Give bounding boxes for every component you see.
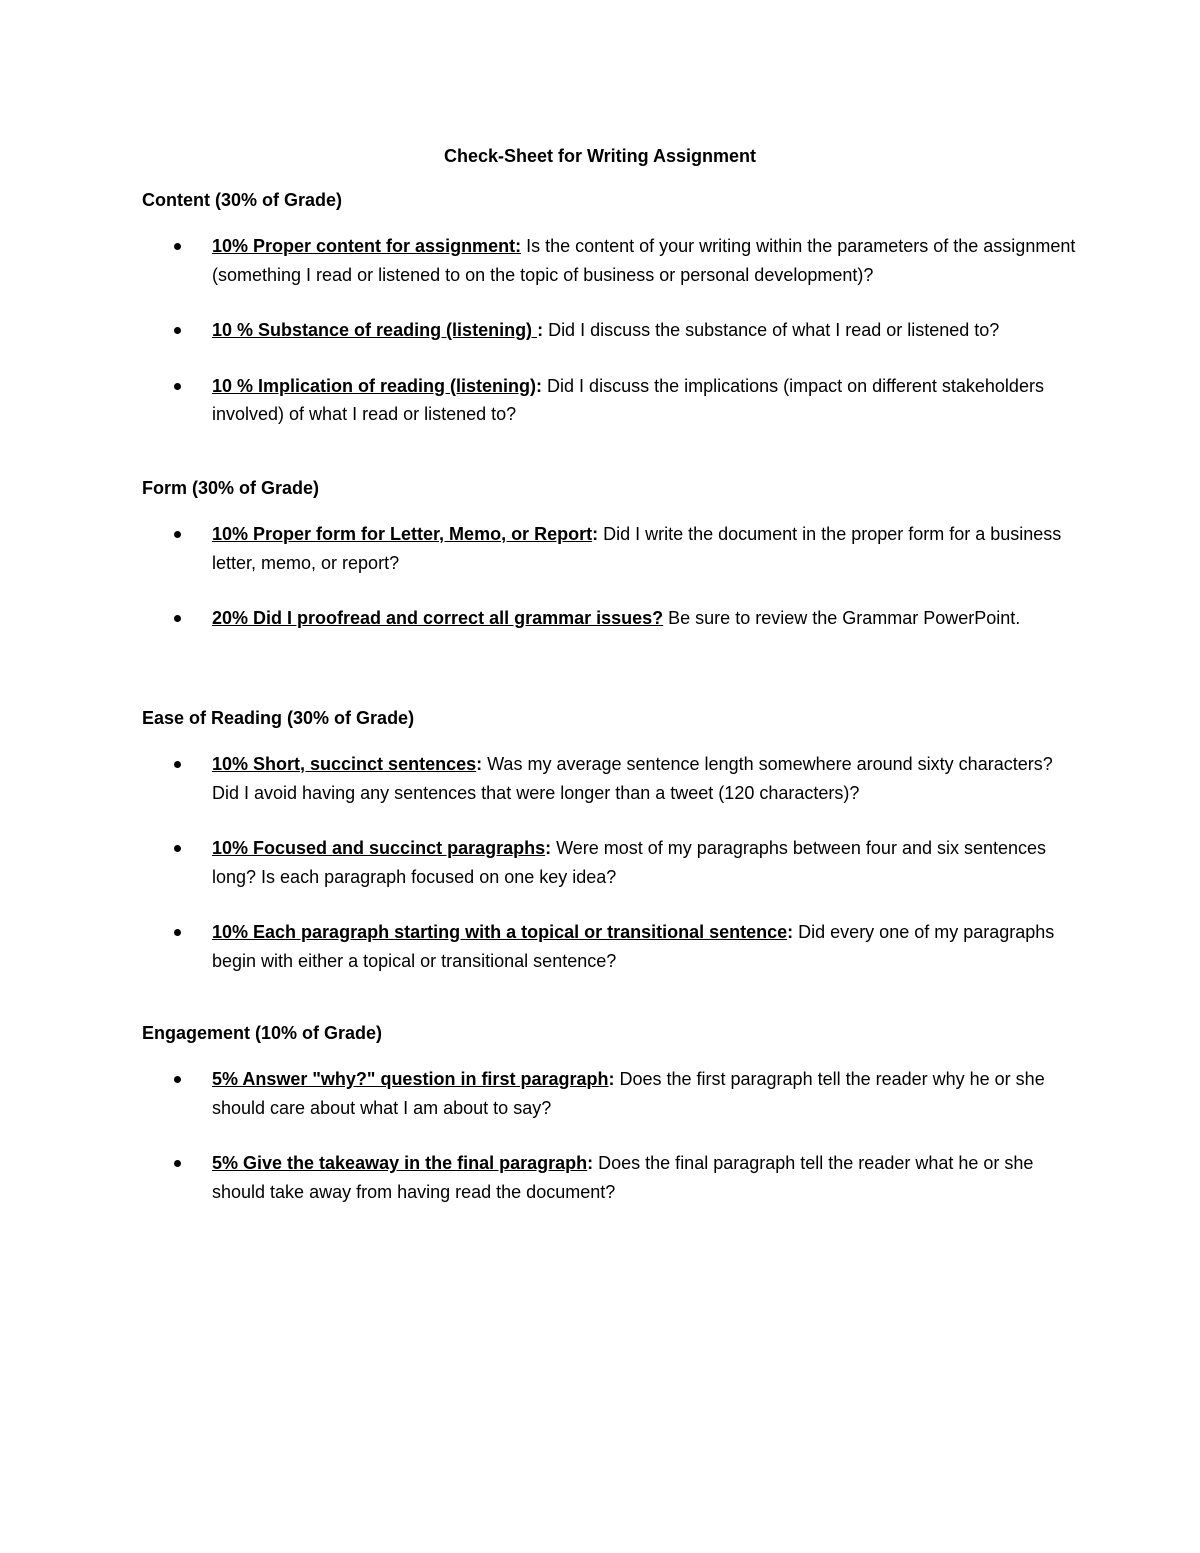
item-separator: : — [476, 754, 483, 774]
item-label: 10 % Implication of reading (listening) — [212, 375, 537, 396]
bullet-icon — [174, 761, 181, 768]
document-title: Check-Sheet for Writing Assignment — [443, 146, 757, 166]
checklist — [142, 520, 1082, 633]
item-label: 10% Each paragraph starting with a topical or transitional sentence — [212, 922, 788, 942]
item-text: Were most of my paragraphs between four and six sentences long? Is each paragraph focused on one key idea? — [212, 838, 1047, 887]
item-text: Does the first paragraph tell the reader why he or she should care about what I am about to say? — [212, 1069, 1045, 1118]
item-label: 10 % Substance of reading (listening) — [212, 320, 538, 340]
item-separator: : — [545, 838, 552, 858]
list-item — [142, 520, 1082, 577]
item-text: Did every one of my paragraphs begin with either a topical or transitional sentence? — [212, 922, 1055, 971]
item-text: Did I write the document in the proper form for a business letter, memo, or report? — [212, 524, 1062, 573]
item-label: 10% Proper content for assignment: — [212, 236, 522, 256]
item-text: Does the final paragraph tell the reader what he or she should take away from having read the document? — [212, 1153, 1034, 1202]
checklist — [142, 232, 1082, 429]
section-heading: Engagement (10% of Grade) — [142, 1023, 383, 1043]
bullet-icon — [174, 929, 181, 936]
list-item — [142, 750, 1082, 807]
bullet-icon — [174, 243, 181, 250]
item-separator: : — [592, 524, 599, 544]
item-separator: : — [608, 1069, 615, 1089]
bullet-icon — [174, 531, 181, 538]
item-label: 10% Focused and succinct paragraphs — [212, 838, 546, 858]
item-label: 5% Answer "why?" question in first paragraph — [212, 1069, 609, 1089]
list-item — [142, 1065, 1082, 1122]
bullet-icon — [174, 327, 181, 334]
bullet-icon — [174, 383, 181, 390]
section-heading: Ease of Reading (30% of Grade) — [142, 708, 415, 728]
bullet-icon — [174, 615, 181, 622]
list-item — [142, 1149, 1082, 1206]
list-item — [142, 604, 1082, 633]
list-item — [142, 372, 1082, 429]
section-form — [142, 476, 1082, 633]
item-text: Did I discuss the implications (impact on different stakeholders involved) of what I read or listened to? — [212, 375, 1044, 424]
list-item — [142, 232, 1082, 289]
item-text: Be sure to review the Grammar PowerPoint. — [663, 608, 1021, 628]
section-heading: Content (30% of Grade) — [142, 190, 343, 210]
bullet-icon — [174, 1076, 181, 1083]
item-label: 10% Short, succinct sentences — [212, 754, 477, 774]
item-label: 5% Give the takeaway in the final paragraph — [212, 1153, 588, 1173]
item-separator: : — [587, 1153, 594, 1173]
list-item — [142, 834, 1082, 891]
item-separator: : — [787, 922, 794, 942]
bullet-icon — [174, 845, 181, 852]
section-engagement — [142, 1021, 1082, 1206]
item-separator: : — [537, 320, 544, 340]
item-label: 20% Did I proofread and correct all grammar issues? — [212, 608, 664, 628]
section-heading: Form (30% of Grade) — [142, 478, 320, 498]
list-item — [142, 316, 1082, 345]
item-text: Did I discuss the substance of what I read or listened to? — [543, 320, 1000, 340]
item-separator: : — [536, 375, 543, 396]
list-item — [142, 918, 1082, 975]
checklist — [142, 1065, 1082, 1206]
bullet-icon — [174, 1160, 181, 1167]
item-text: Was my average sentence length somewhere around sixty characters? Did I avoid having any sentences that were longer than a tweet (120 characters)? — [212, 754, 1053, 803]
section-content — [142, 188, 1082, 429]
checklist — [142, 750, 1082, 975]
item-text: Is the content of your writing within the parameters of the assignment (something I read or listened to on the topic of business or personal development)? — [212, 236, 1076, 285]
section-ease-of-reading — [142, 706, 1082, 975]
item-label: 10% Proper form for Letter, Memo, or Report — [212, 524, 593, 544]
